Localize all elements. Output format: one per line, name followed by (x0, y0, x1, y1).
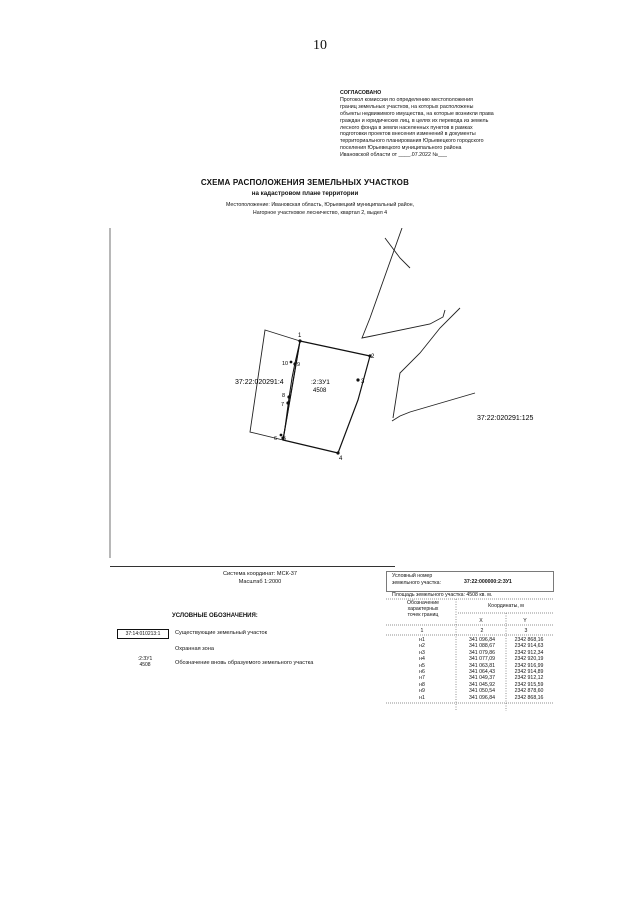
legend-new-text: Обозначение вновь образуемого земельного участка (175, 660, 314, 666)
table-cell-y: 2342 915,59 (514, 681, 544, 688)
area-text: Площадь земельного участка: 4508 кв. м. (392, 592, 493, 598)
coordinates-table (386, 571, 554, 711)
table-cell-x: 341 079,86 (469, 649, 495, 656)
point-7 (286, 401, 289, 404)
table-cell-pt: н1 (419, 694, 425, 701)
point-label-7: 7 (281, 402, 285, 408)
cond-number-label-2: земельного участка: (392, 579, 441, 586)
right-parcel-edge (392, 393, 475, 421)
legend-existing-sample: 37:14:010213:1 (117, 629, 169, 639)
approval-line: объекты недвижимого имущества, на которые возникли права (340, 110, 494, 117)
table-cell-x: 341 063,81 (469, 662, 495, 669)
table-rows (386, 637, 554, 701)
approval-line: территориального планирования Юрьевецкого городского (340, 138, 484, 145)
point-3 (356, 378, 359, 381)
table-cell-x: 341 096,84 (469, 694, 495, 701)
table-cell-pt: н5 (419, 662, 425, 669)
head-x: X (479, 618, 483, 624)
approval-header: СОГЛАСОВАНО (340, 90, 382, 96)
table-cell-x: 341 096,84 (469, 637, 495, 643)
col-number-2: 2 (480, 628, 484, 634)
table-cell-x: 341 049,37 (469, 675, 495, 682)
table-cell-y: 2342 912,12 (514, 675, 544, 682)
table-cell-y: 2342 878,60 (514, 688, 544, 695)
point-label-2: 2 (371, 354, 375, 360)
point-4 (336, 451, 339, 454)
point-label-8: 8 (282, 393, 286, 399)
point-label-3: 3 (361, 379, 365, 385)
point-label-9: 9 (297, 362, 301, 368)
col-number-1: 1 (420, 628, 424, 634)
new-parcel-label: :2:ЗУ1 (311, 379, 330, 386)
legend-new-sample-line1: :2:ЗУ1 (137, 656, 153, 662)
table-cell-pt: н2 (419, 643, 425, 650)
point-label-10: 10 (282, 361, 289, 367)
table-cell-x: 341 077,09 (469, 656, 495, 663)
location-line-1: Местоположение: Ивановская область, Юрьевецкий муниципальный район, (225, 202, 415, 208)
table-cell-pt: н1 (419, 637, 425, 643)
approval-line: Ивановской области от ____.07.2022 №___ (340, 152, 447, 159)
scheme-title: СХЕМА РАСПОЛОЖЕНИЯ ЗЕМЕЛЬНЫХ УЧАСТКОВ (200, 178, 410, 187)
table-cell-pt: н9 (419, 688, 425, 695)
table-row (386, 695, 554, 701)
cond-number-label-1: Условный номер (392, 573, 433, 579)
table-cell-y: 2342 868,16 (514, 694, 544, 701)
map-frame-bottom-line (110, 566, 395, 567)
right-parcel-label: 37:22:020291:125 (477, 415, 534, 422)
table-cell-y: 2342 868,16 (514, 637, 544, 643)
head-points (392, 600, 454, 618)
table-cell-pt: н3 (419, 649, 425, 656)
table-cell-x: 341 050,54 (469, 688, 495, 695)
cond-number-label (392, 573, 441, 586)
approval-line: поселения Юрьевецкого муниципального района (340, 145, 462, 152)
point-8 (287, 395, 290, 398)
legend-new-sample-line2: 4508 (139, 662, 151, 668)
approval-line: лесного фонда в земли населенных пунктов в рамках (340, 124, 473, 131)
new-parcel-area: 4508 (313, 388, 327, 394)
legend-new-sample (125, 656, 165, 668)
head-points-2: характерных (407, 606, 439, 612)
head-points-1: Обозначение (406, 600, 440, 606)
legend-title: УСЛОВНЫЕ ОБОЗНАЧЕНИЯ: (172, 613, 258, 619)
approval-line: граждан и юридических лиц, в целях их перевода из земель (340, 117, 489, 124)
table-cell-y: 2342 920,19 (514, 656, 544, 663)
approval-block (340, 90, 540, 159)
table-cell-y: 2342 912,34 (514, 649, 544, 656)
head-y: Y (523, 618, 527, 624)
approval-line: границ земельных участков, на которых расположены (340, 103, 474, 110)
col-number-3: 3 (524, 628, 528, 634)
neighbor-parcel-edge (385, 238, 410, 268)
point-label-4: 4 (339, 456, 343, 462)
scheme-subtitle: на кадастровом плане территории (251, 190, 359, 197)
approval-line: Протокол комиссии по определению местоположения (340, 96, 473, 103)
point-1 (298, 339, 301, 342)
approval-line: подготовки проектов внесения изменений в документы (340, 131, 476, 138)
point-label-6: 6 (274, 436, 278, 442)
point-label-5: 5 (283, 436, 287, 442)
cond-number-value: 37:22:000000:2:ЗУ1 (464, 579, 512, 585)
point-6 (280, 434, 283, 437)
table-cell-pt: н4 (419, 656, 425, 663)
table-cell-pt: н6 (419, 668, 425, 675)
cadastral-map (100, 228, 560, 558)
table-cell-pt: н7 (419, 675, 425, 682)
legend-existing-text: Существующие земельный участок (175, 630, 268, 636)
table-cell-y: 2342 916,99 (514, 662, 544, 669)
scale-text: Масштаб 1:2000 (238, 578, 282, 585)
coord-system-text: Система координат: МСК-37 (223, 571, 297, 577)
table-cell-y: 2342 914,63 (514, 643, 544, 650)
table-cell-pt: н8 (419, 681, 425, 688)
head-points-3: точек границ (407, 612, 439, 618)
coord-system (200, 571, 320, 586)
page-number: 10 (313, 38, 327, 53)
neighbor-parcel-boundary (362, 228, 445, 338)
table-cell-x: 341 045,92 (469, 681, 495, 688)
table-cell-x: 341 064,43 (469, 668, 495, 675)
head-coords: Координаты, м (488, 603, 524, 609)
point-10 (290, 361, 293, 364)
location-line-2: Нагорное участковое лесничество, квартал 2, выдел 4 (252, 210, 388, 216)
table-cell-y: 2342 914,89 (514, 668, 544, 675)
legend-protected-text: Охранная зона (175, 646, 214, 652)
table-cell-x: 341 088,67 (469, 643, 495, 650)
existing-parcel-label: 37:22:020291:4 (235, 379, 284, 386)
point-label-1: 1 (298, 333, 302, 339)
